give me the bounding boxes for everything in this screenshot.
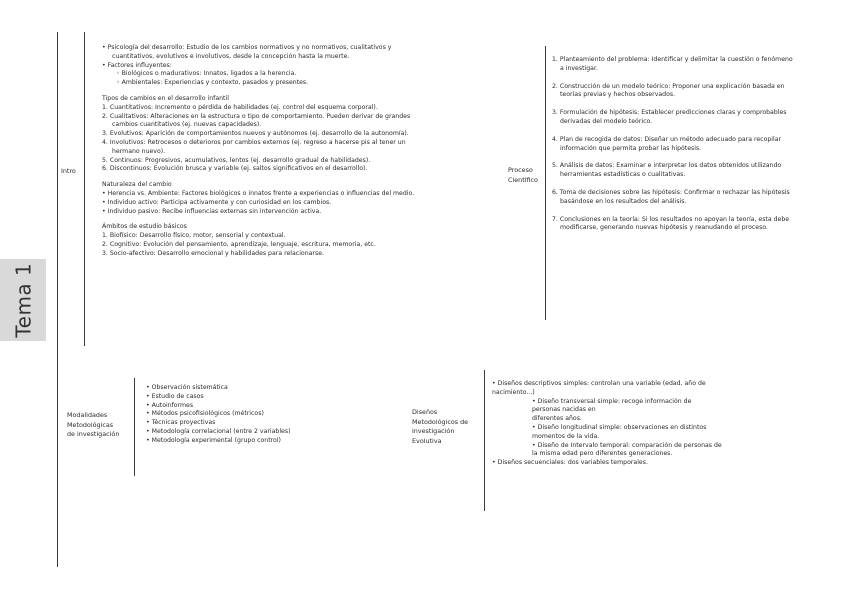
intro-label: Intro — [61, 167, 76, 175]
proceso-step: 1. Planteamiento del problema: Identificar y delimitar la cuestión o fenómeno a investigar. — [552, 56, 793, 72]
disenos-divider — [484, 370, 485, 511]
ambitos-item: 2. Cognitivo: Evolución del pensamiento, aprendizaje, lenguaje, escritura, memoria, etc. — [102, 240, 376, 248]
tipos-item-cont: hermano nuevo). — [112, 147, 166, 155]
intro-bullet-cont: cuantitativos, evolutivos e involutivos, desde la concepción hasta la muerte. — [112, 52, 350, 60]
tipos-item-cont: cambios cuantitativos (ej. nuevas capacidades). — [112, 121, 262, 129]
diseno-line: diferentes años. — [532, 415, 582, 423]
modalidad-item: • Observación sistemática — [146, 384, 228, 391]
tipos-item: 2. Cualitativos: Alteraciones en la estructura o tipo de comportamiento. Pueden derivar de grandes — [102, 112, 411, 120]
proceso-label-line: Científico — [508, 175, 538, 184]
tipos-item: 5. Continuos: Progresivos, acumulativos, lentos (ej. desarrollo gradual de habilidades). — [102, 156, 371, 164]
disenos-label-line: Diseños — [412, 408, 438, 416]
main-vertical-rule — [57, 32, 58, 567]
proceso-step: 3. Formulación de hipótesis: Establecer predicciones claras y comprobables derivadas del modelo teórico. — [552, 109, 787, 125]
tipos-item: 3. Evolutivos: Aparición de comportamientos nuevos y autónomos (ej. desarrollo de la autonomía). — [102, 130, 409, 138]
intro-sub-bullet: ◦ Ambientales: Experiencias y contexto, pasados y presentes. — [116, 79, 309, 87]
modalidades-list — [146, 384, 346, 446]
naturaleza-item: • Individuo pasivo: Recibe influencias externas sin intervención activa. — [102, 207, 322, 215]
modalidad-item: • Estudio de casos — [146, 392, 204, 400]
diseno-line: nacimiento...) — [492, 388, 535, 396]
modalidades-divider — [134, 378, 135, 476]
tipos-item: 6. Discontinuos: Evolución brusca y variable (ej. saltos significativos en el desarrollo). — [102, 165, 368, 173]
proceso-steps — [552, 56, 796, 242]
intro-bullet: • Factores influyentes: — [102, 61, 172, 69]
diseno-line: • Diseño transversal simple: recoge información de — [532, 397, 692, 405]
disenos-label — [412, 408, 468, 446]
ambitos-heading: Ámbitos de estudio básicos — [102, 223, 187, 231]
intro-content — [102, 44, 477, 259]
diseno-line: • Diseño de Intervalo temporal: comparación de personas de — [532, 441, 722, 449]
title-tab — [0, 259, 46, 341]
proceso-step: 5. Análisis de datos: Examinar e interpretar los datos obtenidos utilizando herramientas estadísticas o cualitativas. — [552, 162, 782, 179]
intro-bullet: • Psicología del desarrollo: Estudio de los cambios normativos y no normativos, cualitativos y — [102, 44, 392, 51]
modalidad-item: • Métodos psicofisiológicos (métricos) — [146, 410, 264, 418]
proceso-step: 2. Construcción de un modelo teórico: Proponer una explicación basada en teorías previas y hechos observados. — [552, 82, 785, 99]
diseno-line: • Diseños descriptivos simples: controlan una variable (edad, año de — [492, 380, 706, 387]
proceso-divider — [545, 46, 546, 320]
modalidades-label-line: Modalidades — [67, 411, 108, 419]
naturaleza-item: • Individuo activo: Participa activamente y con curiosidad en los cambios. — [102, 198, 332, 206]
diseno-line: momentos de la vida. — [532, 432, 600, 440]
tipos-item: 4. Involutivos: Retrocesos o deterioros por cambios externos (ej. regreso a hacerse pis al tener un — [102, 138, 406, 146]
proceso-step: 4. Plan de recogida de datos: Diseñar un método adecuado para recopilar información que permita probar las hipótesis. — [552, 135, 782, 152]
modalidad-item: • Metodología experimental (grupo control) — [146, 436, 281, 444]
disenos-label-line: investigación — [412, 427, 455, 436]
modalidades-label-line: de investigación — [67, 430, 120, 439]
tipos-item: 1. Cuantitativos: Incremento o pérdida de habilidades (ej. control del esquema corporal). — [102, 103, 378, 111]
proceso-label — [508, 166, 538, 185]
diseno-line: personas nacidas en — [532, 406, 596, 414]
proceso-label-line: Proceso — [508, 166, 533, 174]
modalidad-item: • Metodología correlacional (entre 2 variables) — [146, 427, 291, 435]
modalidades-label — [67, 411, 119, 440]
modalidades-label-line: Metodológicas — [67, 420, 114, 429]
disenos-label-line: Evolutiva — [412, 436, 442, 445]
ambitos-item: 3. Socio-afectivo: Desarrollo emocional y habilidades para relacionarse. — [102, 249, 324, 257]
diseno-line: • Diseño longitudinal simple: observaciones en distintos — [532, 423, 707, 431]
intro-divider — [84, 32, 85, 346]
naturaleza-heading: Naturaleza del cambio — [102, 181, 172, 189]
modalidad-item: • Autoinformes — [146, 401, 194, 409]
diseno-line: • Diseños secuenciales: dos variables temporales. — [492, 459, 648, 467]
proceso-step: 6. Toma de decisiones sobre las hipótesis: Confirmar o rechazar las hipótesis basándose en los resultados del análisis. — [552, 188, 790, 205]
modalidad-item: • Técnicas proyectivas — [146, 419, 216, 427]
disenos-label-line: Metodológicos de — [412, 417, 469, 426]
proceso-step: 7. Conclusiones en la teoría: Si los resultados no apoyan la teoría, esta debe modificarse, generando nuevas hipótesis y reanudando el proceso. — [552, 215, 790, 232]
diseno-line: la misma edad pero diferentes generaciones. — [532, 450, 673, 458]
disenos-content — [492, 380, 782, 468]
page-title: Tema 1 — [10, 262, 35, 338]
intro-sub-bullet: ◦ Biológicos o madurativos: Innatos, ligados a la herencia. — [116, 70, 297, 78]
naturaleza-item: • Herencia vs. Ambiente: Factores biológicos o innatos frente a experiencias o influencias del medio. — [102, 189, 415, 197]
tipos-heading: Tipos de cambios en el desarrollo infantil — [102, 94, 229, 102]
ambitos-item: 1. Biofísico: Desarrollo físico, motor, sensorial y contextual. — [102, 232, 286, 240]
